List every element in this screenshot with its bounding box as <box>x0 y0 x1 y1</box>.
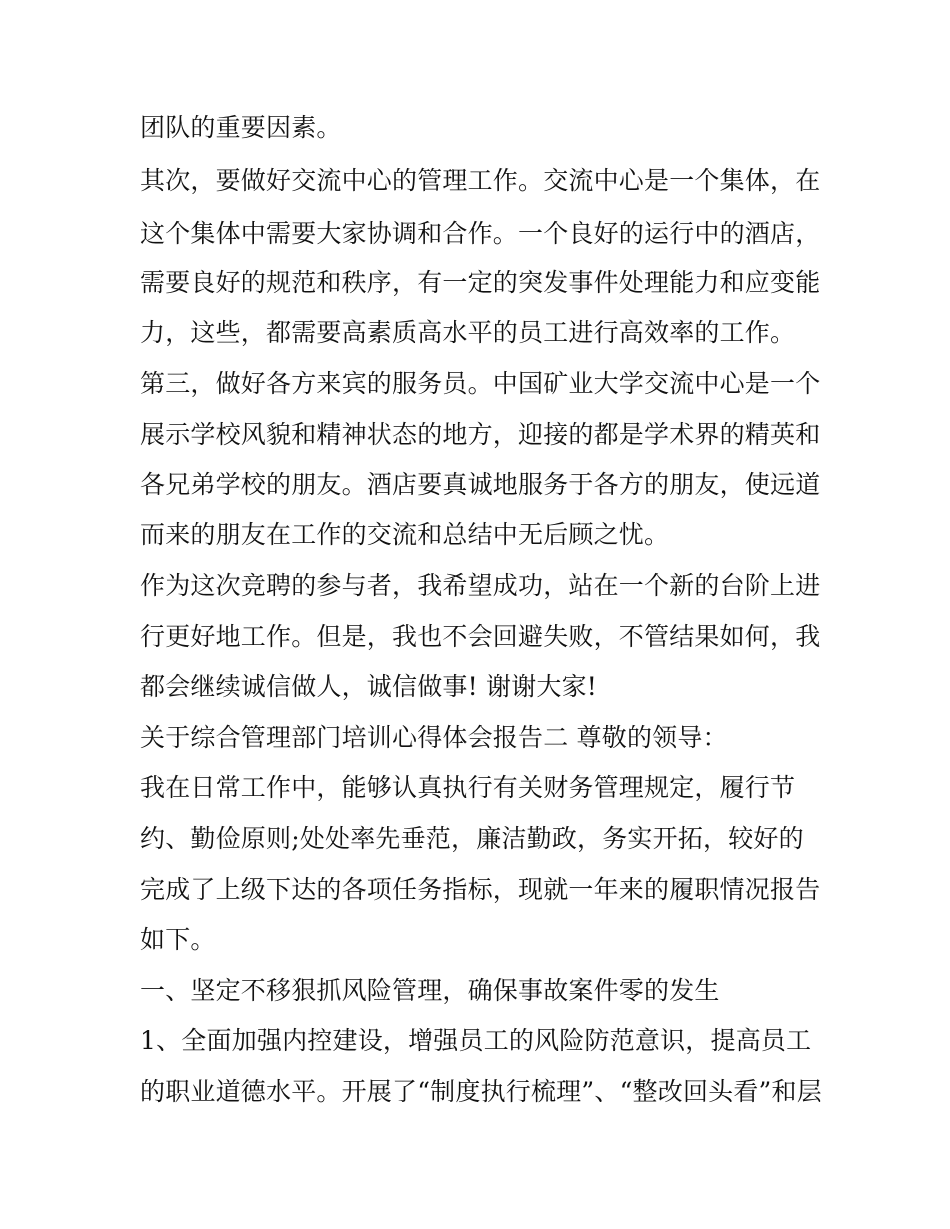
text-line: 行更好地工作。但是，我也不会回避失败，不管结果如何，我 <box>140 622 821 651</box>
text-line: 其次，要做好交流中心的管理工作。交流中心是一个集体，在 <box>140 166 821 195</box>
text-line: 各兄弟学校的朋友。酒店要真诚地服务于各方的朋友，使远道 <box>140 470 821 499</box>
text-line: 而来的朋友在工作的交流和总结中无后顾之忧。 <box>140 520 670 549</box>
text-line: 关于综合管理部门培训心得体会报告二 尊敬的领导： <box>140 723 728 752</box>
text-line: 完成了上级下达的各项任务指标，现就一年来的履职情况报告 <box>140 875 821 904</box>
text-line: 约、勤俭原则;处处率先垂范，廉洁勤政，务实开拓，较好的 <box>140 824 804 853</box>
text-line: 都会继续诚信做人，诚信做事! 谢谢大家! <box>140 672 598 701</box>
text-line: 第三，做好各方来宾的服务员。中国矿业大学交流中心是一个 <box>140 369 821 398</box>
text-line: 力，这些，都需要高素质高水平的员工进行高效率的工作。 <box>140 318 796 347</box>
text-line: 的职业道德水平。开展了“制度执行梳理”、“整改回头看”和层 <box>140 1077 822 1106</box>
text-line: 一、坚定不移狠抓风险管理，确保事故案件零的发生 <box>140 976 720 1005</box>
text-line: 我在日常工作中，能够认真执行有关财务管理规定，履行节 <box>140 773 796 802</box>
text-line: 展示学校风貌和精神状态的地方，迎接的都是学术界的精英和 <box>140 420 821 449</box>
text-line: 如下。 <box>140 925 216 954</box>
text-line: 作为这次竞聘的参与者，我希望成功，站在一个新的台阶上进 <box>140 571 821 600</box>
text-line: 需要良好的规范和秩序，有一定的突发事件处理能力和应变能 <box>140 268 821 297</box>
text-line: 1、全面加强内控建设，增强员工的风险防范意识，提高员工 <box>140 1026 812 1055</box>
text-line: 团队的重要因素。 <box>140 113 342 142</box>
text-line: 这个集体中需要大家协调和合作。一个良好的运行中的酒店， <box>140 219 821 248</box>
